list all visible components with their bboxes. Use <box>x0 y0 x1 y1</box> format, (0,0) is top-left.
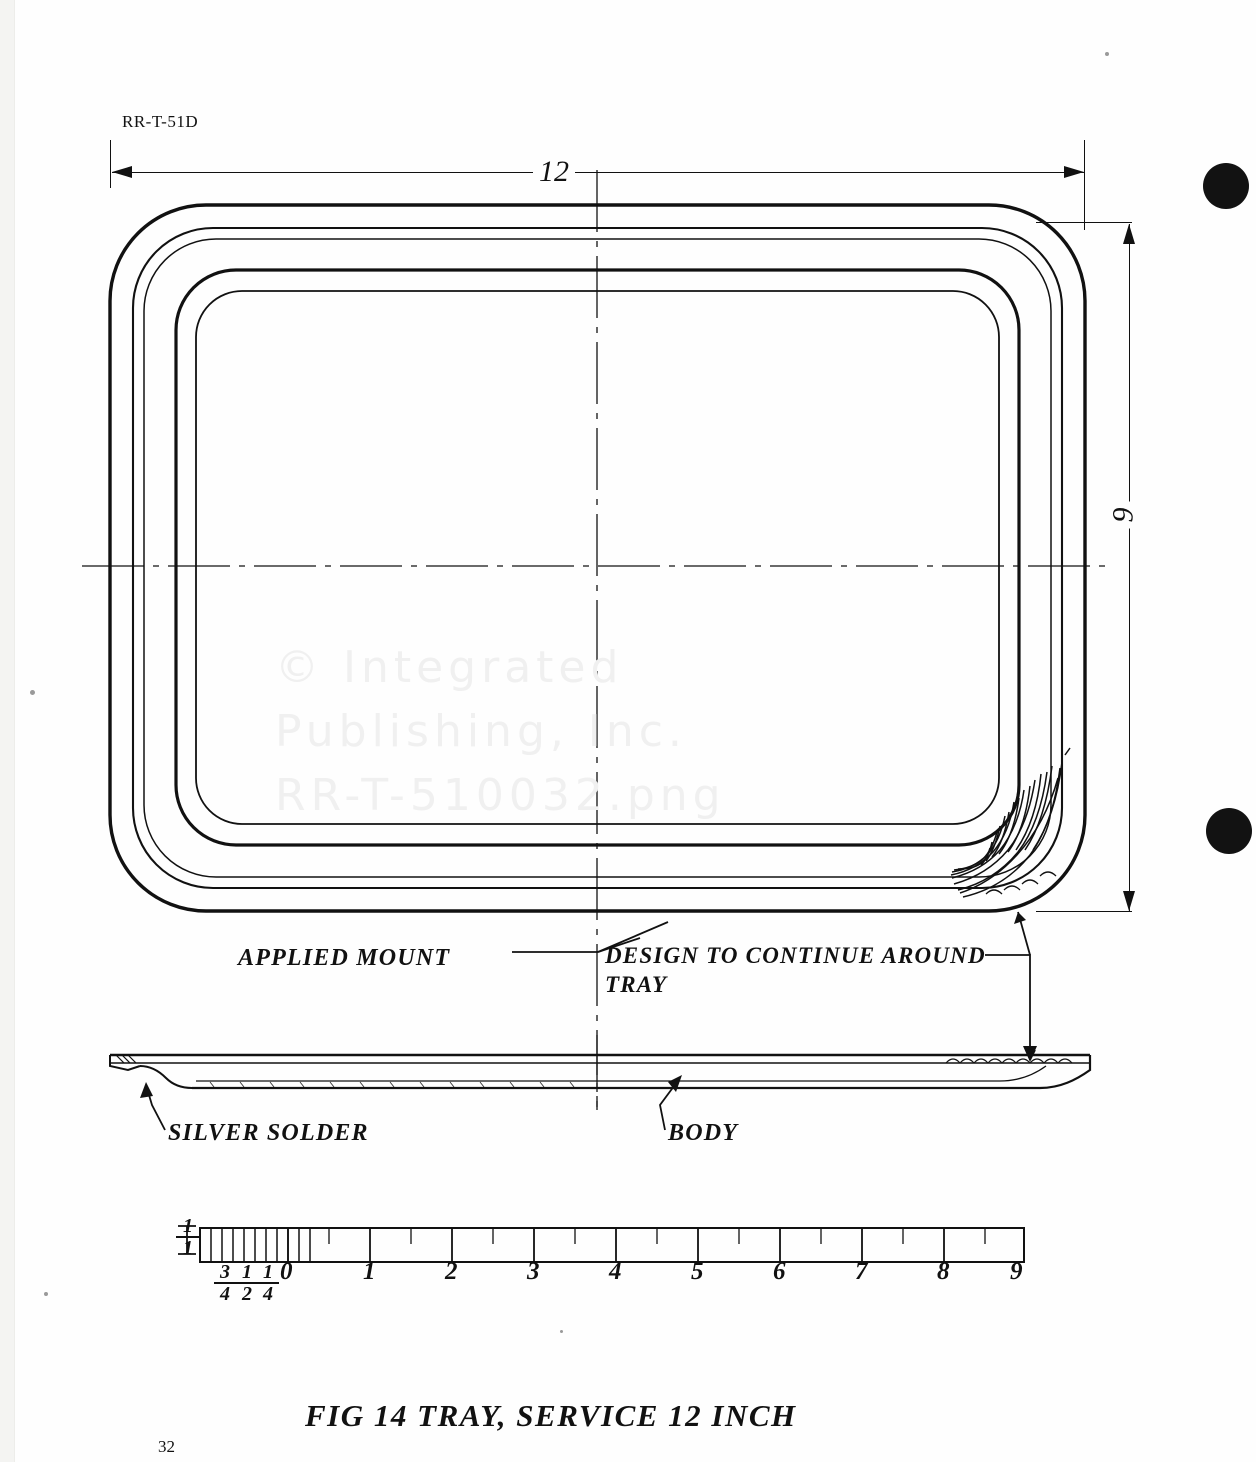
scale-tick-8: 8 <box>937 1258 950 1285</box>
scale-inch-divisions <box>288 1228 944 1262</box>
label-body: BODY <box>668 1120 739 1146</box>
denominator: 4 <box>220 1283 230 1305</box>
numerator: 3 <box>220 1261 230 1283</box>
scale-tick-0: 0 <box>280 1258 293 1285</box>
numerator: 1 <box>242 1261 252 1283</box>
label-applied-mount: APPLIED MOUNT <box>238 945 451 971</box>
scale-unit-denominator: 1 <box>183 1237 193 1259</box>
denominator: 4 <box>263 1283 273 1305</box>
scale-fraction-1-4 <box>257 1262 279 1304</box>
scale-tick-2: 2 <box>445 1258 458 1285</box>
scale-fraction-3-4 <box>214 1262 236 1304</box>
numerator: 1 <box>263 1261 273 1283</box>
scale-unit-fraction <box>176 1216 200 1258</box>
scale-tick-1: 1 <box>363 1258 376 1285</box>
scale-subdivisions <box>211 1228 310 1262</box>
dimension-label-width: 12 <box>533 155 575 189</box>
scale-tick-7: 7 <box>855 1258 868 1285</box>
scale-tick-3: 3 <box>527 1258 540 1285</box>
label-silver-solder: SILVER SOLDER <box>168 1120 369 1146</box>
scale-tick-6: 6 <box>773 1258 786 1285</box>
scale-unit-numerator: 1 <box>183 1215 193 1237</box>
label-design-continue-line1: DESIGN TO CONTINUE AROUND <box>605 943 986 968</box>
watermark-line-3: RR-T-510032.png <box>275 769 726 821</box>
scale-tick-9: 9 <box>1010 1258 1023 1285</box>
label-design-continue-line2: TRAY <box>605 972 668 997</box>
denominator: 2 <box>242 1283 252 1305</box>
watermark-line-2: Publishing, Inc. <box>275 705 687 757</box>
watermark-line-1: © Integrated <box>275 642 624 693</box>
scale-fraction-1-2 <box>236 1262 258 1304</box>
scale-tick-5: 5 <box>691 1258 704 1285</box>
page-number: 32 <box>158 1437 175 1456</box>
spec-code: RR-T-51D <box>122 112 199 131</box>
scale-tick-4: 4 <box>609 1258 622 1285</box>
figure-title: FIG 14 TRAY, SERVICE 12 INCH <box>305 1398 797 1433</box>
scale-rule-box <box>200 1228 1024 1262</box>
scale-half-ticks <box>329 1228 985 1244</box>
dimension-label-height: 9 <box>1107 502 1141 529</box>
